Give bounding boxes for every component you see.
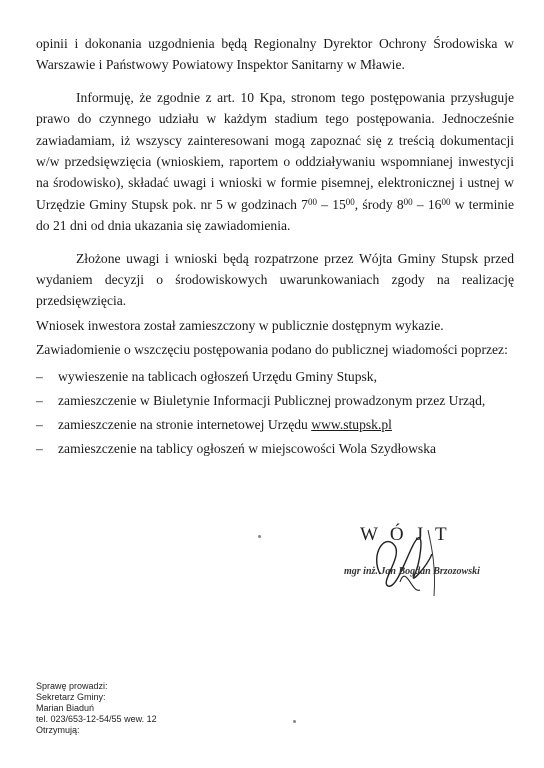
hours-weekday-start: 7 (301, 196, 308, 212)
signer-name: mgr inż. Jan Bogdan Brzozowski (344, 566, 480, 577)
footer-line: tel. 023/653-12-54/55 wew. 12 (36, 714, 157, 724)
document-body (36, 33, 514, 461)
footer-block (36, 681, 157, 736)
list-dash: – (36, 392, 43, 408)
scan-speck (258, 535, 261, 538)
footer-line: Marian Biaduń (36, 703, 95, 713)
hours-weekday-end-sup: 00 (345, 196, 355, 207)
paragraph-5: Zawiadomienie o wszczęciu postępowania podano do publicznej wiadomości poprzez: (36, 342, 508, 358)
paragraph-2-text: Informuję, że zgodnie z art. 10 Kpa, stronom tego postępowania przysługuje prawo do czynnego udziału w każdym stadium tego postępowania. Jednocześnie zawiadamiam, iż wszyscy zainteresowani mogą zapoznać się z treścią dokumentacji w/w przedsięwzięcia (wnioskiem, raportem o oddziaływaniu wspomnianej inwestycji na środowisko), składać uwagi i wnioski w formie pisemnej, elektronicznej i ustnej w Urzędzie Gminy Stupsk pok. nr 5 w godzinach (36, 89, 514, 212)
list-item (36, 437, 514, 461)
paragraph-2: Informuję, że zgodnie z art. 10 Kpa, stronom tego postępowania przysługuje prawo do czynnego udziału w każdym stadium tego postępowania. Jednocześnie zawiadamiam, iż wszyscy zainteresowani mogą zapoznać się z treścią dokumentacji w/w przedsięwzięcia (wnioskiem, raportem o oddziaływaniu wspomnianej inwestycji na środowisko), składać uwagi i wnioski w formie pisemnej, elektronicznej i ustnej w Urzędzie Gminy Stupsk pok. nr 5 w godzinach $7^{00} - 15^{00}$, środy $8^{00} - 16^{00}$ w terminie do 21 dni od dnia ukazania się zawiadomienia. (36, 89, 515, 234)
footer-line: Sprawę prowadzi: (36, 681, 108, 691)
list-item-text: wywieszenie na tablicach ogłoszeń Urzędu Gminy Stupsk, (58, 368, 377, 384)
footer-line: Sekretarz Gminy: (36, 692, 106, 702)
signature-block (340, 524, 530, 604)
list-item-text: zamieszczenie w Biuletynie Informacji Publicznej prowadzonym przez Urząd, (58, 392, 486, 408)
hours-wednesday-end: 16 (427, 196, 442, 212)
seal-text: WÓJT (360, 524, 459, 545)
footer-line: Otrzymują: (36, 725, 80, 735)
paragraph-4: Wniosek inwestora został zamieszczony w publicznie dostępnym wykazie. (36, 317, 444, 333)
hours-wednesday-label: środy (362, 196, 393, 212)
list-dash: – (36, 416, 43, 432)
list-item (36, 389, 514, 413)
list-dash: – (36, 440, 43, 456)
list-item-text: zamieszczenie na stronie internetowej Urzędu (58, 416, 308, 432)
list-item (36, 413, 514, 437)
paragraph-1: opinii i dokonania uzgodnienia będą Regionalny Dyrektor Ochrony Środowiska w Warszawie i Państwowy Powiatowy Inspektor Sanitarny w Mławie. (36, 36, 514, 73)
hours-wednesday-end-sup: 00 (441, 196, 451, 207)
scan-speck (293, 720, 296, 723)
hours-wednesday-start: 8 (396, 196, 404, 212)
paragraph-3: Złożone uwagi i wnioski będą rozpatrzone przez Wójta Gminy Stupsk przed wydaniem decyzji o środowiskowych uwarunkowaniach zgody na realizację przedsięwzięcia. (36, 250, 514, 309)
hours-wednesday-start-sup: 00 (403, 196, 413, 207)
list-dash: – (36, 368, 43, 384)
hours-weekday-end: 15 (332, 196, 346, 212)
website-link[interactable]: www.stupsk.pl (311, 416, 392, 432)
hours-weekday-start-sup: 00 (307, 196, 317, 207)
list-item (36, 365, 514, 389)
list-item-text: zamieszczenie na tablicy ogłoszeń w miejscowości Wola Szydłowska (58, 440, 437, 456)
paragraph-2-tail: w terminie do 21 dni od dnia ukazania się zawiadomienia. (36, 196, 515, 234)
handwritten-signature-icon (340, 524, 530, 604)
publication-list (36, 365, 514, 461)
